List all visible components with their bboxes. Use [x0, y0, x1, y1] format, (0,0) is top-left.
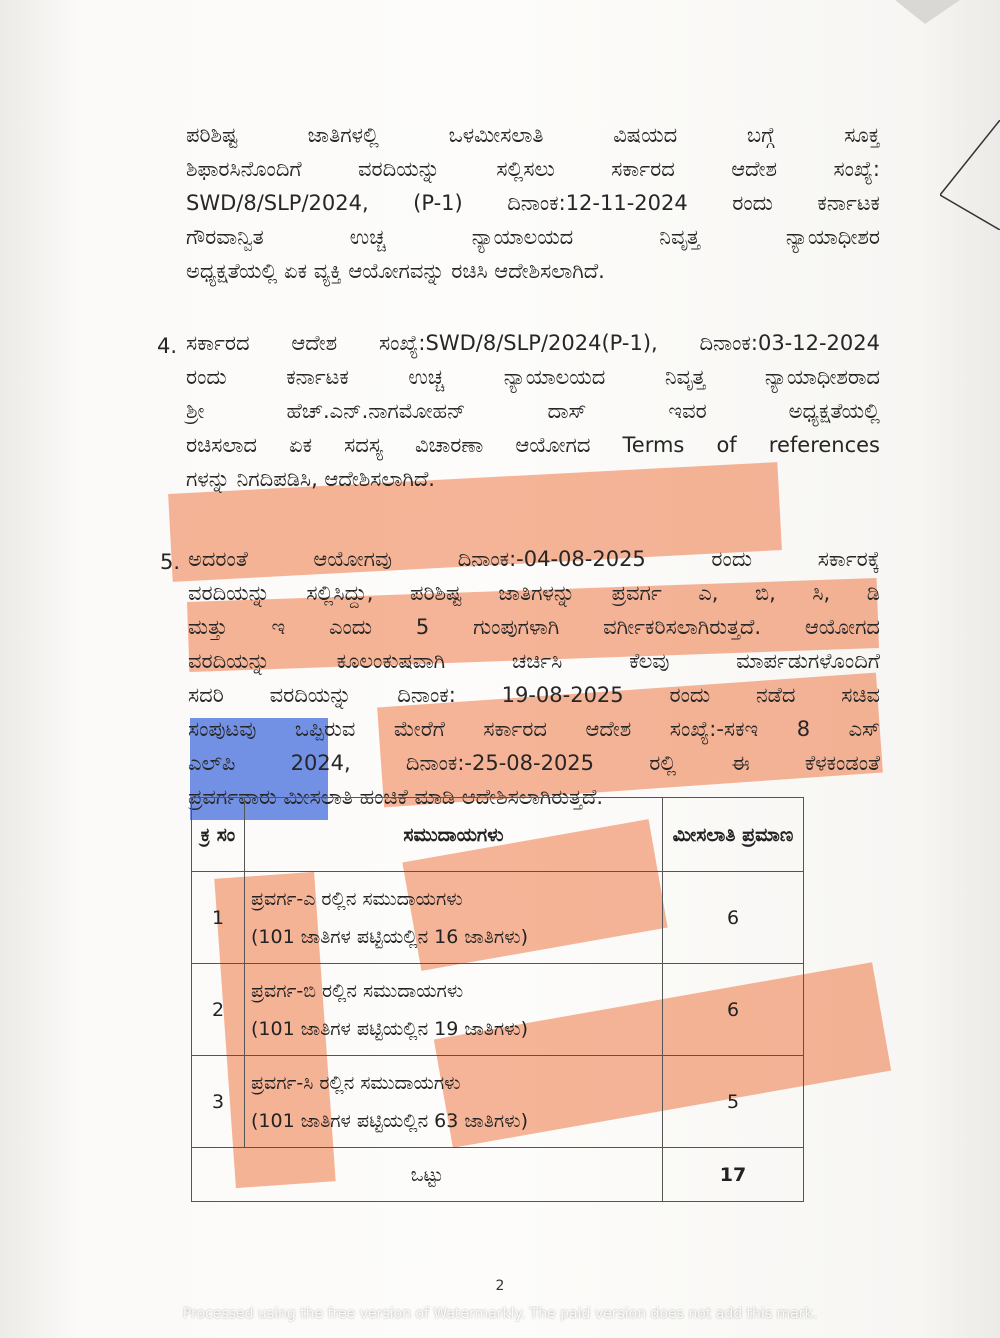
table-row: [192, 872, 804, 964]
paragraph-3-line: ಗೌರವಾನ್ವಿತ ಉಚ್ಚ ನ್ಯಾಯಾಲಯದ ನಿವೃತ್ತ ನ್ಯಾಯಾಧೀಶರ: [186, 225, 880, 249]
category-subtitle: (101 ಜಾತಿಗಳ ಪಟ್ಟಿಯಲ್ಲಿನ 16 ಜಾತಿಗಳು): [251, 925, 528, 948]
reservation-table: [191, 797, 804, 1202]
table-row: [192, 1056, 804, 1148]
paragraph-4-line: ಗಳನ್ನು ನಿಗದಿಪಡಿಸಿ, ಆದೇಶಿಸಲಾಗಿದೆ.: [186, 467, 435, 491]
paragraph-5-line: ಸಂಪುಟವು ಒಪ್ಪಿರುವ ಮೇರೆಗೆ ಸರ್ಕಾರದ ಆದೇಶ ಸಂಖ್ಯೆ:-ಸಕಇ 8 ಎಸ್: [188, 717, 880, 741]
paragraph-4-line: ಶ್ರೀ ಹೆಚ್.ಎನ್.ನಾಗಮೋಹನ್ ದಾಸ್ ಇವರ ಅಧ್ಯಕ್ಷತೆಯಲ್ಲಿ: [186, 399, 880, 423]
table-header-row: [192, 798, 804, 872]
row-share: 6: [663, 964, 804, 1056]
table-total-row: [192, 1148, 804, 1202]
paragraph-3-line: ಪರಿಶಿಷ್ಟ ಜಾತಿಗಳಲ್ಲಿ ಒಳಮೀಸಲಾತಿ ವಿಷಯದ ಬಗ್ಗೆ ಸೂಕ್ತ: [186, 123, 880, 147]
row-serial: 3: [192, 1056, 245, 1148]
paragraph-3-line: ಅಧ್ಯಕ್ಷತೆಯಲ್ಲಿ ಏಕ ವ್ಯಕ್ತಿ ಆಯೋಗವನ್ನು ರಚಿಸಿ ಆದೇಶಿಸಲಾಗಿದೆ.: [186, 259, 605, 283]
category-title: ಪ್ರವರ್ಗ-ಎ ರಲ್ಲಿನ ಸಮುದಾಯಗಳು: [251, 887, 463, 910]
header-share: ಮೀಸಲಾತಿ ಪ್ರಮಾಣ: [663, 798, 804, 872]
row-share: 6: [663, 872, 804, 964]
paragraph-3: [186, 118, 880, 288]
row-communities: [245, 872, 663, 964]
header-communities: ಸಮುದಾಯಗಳು: [245, 798, 663, 872]
total-value: 17: [663, 1148, 804, 1202]
paragraph-5-line: ಪ್ರವರ್ಗವಾರು ಮೀಸಲಾತಿ ಹಂಚಿಕೆ ಮಾಡಿ ಆದೇಶಿಸಲಾಗಿರುತ್ತದೆ.: [188, 785, 604, 809]
paragraph-5-line: ಅದರಂತೆ ಆಯೋಗವು ದಿನಾಂಕ:-04-08-2025 ರಂದು ಸರ್ಕಾರಕ್ಕೆ: [188, 547, 880, 571]
row-serial: 2: [192, 964, 245, 1056]
paragraph-4-number: 4.: [157, 334, 178, 358]
row-communities: [245, 1056, 663, 1148]
category-subtitle: (101 ಜಾತಿಗಳ ಪಟ್ಟಿಯಲ್ಲಿನ 63 ಜಾತಿಗಳು): [251, 1109, 528, 1132]
total-label: ಒಟ್ಟು: [192, 1148, 663, 1202]
row-share: 5: [663, 1056, 804, 1148]
category-subtitle: (101 ಜಾತಿಗಳ ಪಟ್ಟಿಯಲ್ಲಿನ 19 ಜಾತಿಗಳು): [251, 1017, 528, 1040]
paper-fold-side: [940, 120, 1000, 230]
watermark-text: Processed using the free version of Watermarkly. The paid version does not add this mark.: [182, 1306, 818, 1322]
paragraph-4: [186, 326, 880, 496]
page-number: 2: [495, 1278, 505, 1294]
table-row: [192, 964, 804, 1056]
category-title: ಪ್ರವರ್ಗ-ಸಿ ರಲ್ಲಿನ ಸಮುದಾಯಗಳು: [251, 1071, 461, 1094]
paragraph-3-line: SWD/8/SLP/2024, (P-1) ದಿನಾಂಕ:12-11-2024 ರಂದು ಕರ್ನಾಟಕ: [186, 191, 880, 215]
category-title: ಪ್ರವರ್ಗ-ಬಿ ರಲ್ಲಿನ ಸಮುದಾಯಗಳು: [251, 979, 464, 1002]
header-serial: ಕ್ರ ಸಂ: [192, 798, 245, 872]
row-serial: 1: [192, 872, 245, 964]
paragraph-4-line: ಸರ್ಕಾರದ ಆದೇಶ ಸಂಖ್ಯೆ:SWD/8/SLP/2024(P-1), ದಿನಾಂಕ:03-12-2024: [186, 331, 880, 355]
paragraph-5-line: ವರದಿಯನ್ನು ಸಲ್ಲಿಸಿದ್ದು, ಪರಿಶಿಷ್ಟ ಜಾತಿಗಳನ್ನು ಪ್ರವರ್ಗ ಎ, ಬಿ, ಸಿ, ಡಿ: [188, 581, 880, 605]
paragraph-5-line: ವರದಿಯನ್ನು ಕೂಲಂಕುಷವಾಗಿ ಚರ್ಚಿಸಿ ಕೆಲವು ಮಾರ್ಪಡುಗಳೊಂದಿಗೆ: [188, 649, 880, 673]
row-communities: [245, 964, 663, 1056]
paragraph-3-line: ಶಿಫಾರಸಿನೊಂದಿಗೆ ವರದಿಯನ್ನು ಸಲ್ಲಿಸಲು ಸರ್ಕಾರದ ಆದೇಶ ಸಂಖ್ಯೆ:: [186, 157, 880, 181]
paragraph-4-line: ರಂದು ಕರ್ನಾಟಕ ಉಚ್ಚ ನ್ಯಾಯಾಲಯದ ನಿವೃತ್ತ ನ್ಯಾಯಾಧೀಶರಾದ: [186, 365, 880, 389]
paragraph-5-line: ಎಲ್‌ಪಿ 2024, ದಿನಾಂಕ:-25-08-2025 ರಲ್ಲಿ ಈ ಕೆಳಕಂಡಂತೆ: [188, 751, 880, 775]
paper-fold-corner: [800, 0, 1000, 30]
paragraph-5-line: ಮತ್ತು ಇ ಎಂದು 5 ಗುಂಪುಗಳಾಗಿ ವರ್ಗೀಕರಿಸಲಾಗಿರುತ್ತದೆ. ಆಯೋಗದ: [188, 615, 880, 639]
paragraph-5: [188, 542, 880, 814]
paragraph-5-number: 5.: [160, 550, 181, 574]
paragraph-5-line: ಸದರಿ ವರದಿಯನ್ನು ದಿನಾಂಕ: 19-08-2025 ರಂದು ನಡೆದ ಸಚಿವ: [188, 683, 880, 707]
paragraph-4-line: ರಚಿಸಲಾದ ಏಕ ಸದಸ್ಯ ವಿಚಾರಣಾ ಆಯೋಗದ Terms of references: [186, 433, 880, 457]
